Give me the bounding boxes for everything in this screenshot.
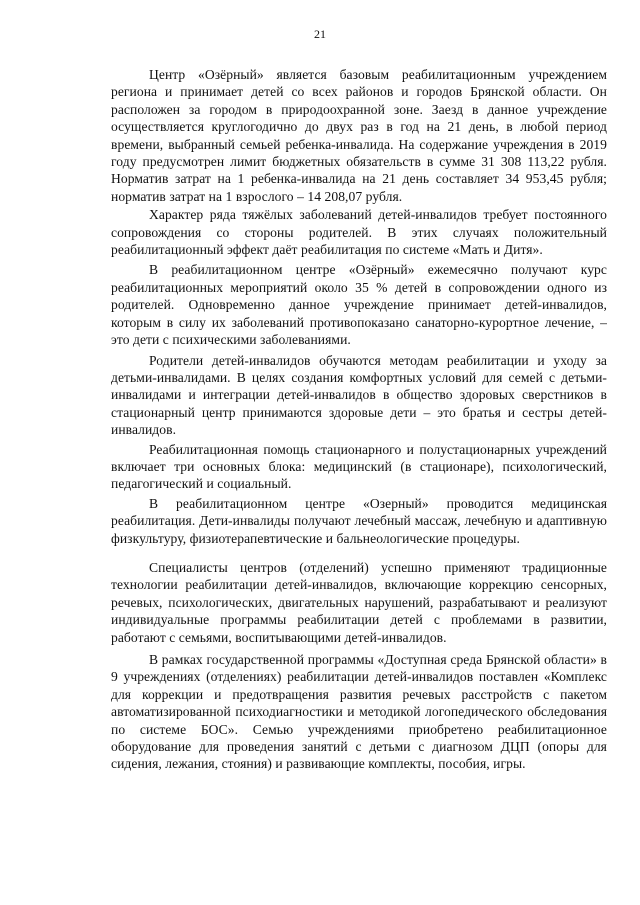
paragraph-center-ozerny-overview: Центр «Озёрный» является базовым реабилитационным учреждением региона и принимает детей со всех районов и городов Брянской области. Он расположен за городом в природоохранной зоне. Заезд в данное учреждение осуществляется круглогодично до двух раз в год на 21 день, в любой период времени, выбранный семьей ребенка-инвалида. На содержание учреждения в 2019 году предусмотрен лимит бюджетных обязательств в сумме 31 308 113,22 рубля. Норматив затрат на 1 ребенка-инвалида на 21 день составляет 34 953,45 рубля; норматив затрат на 1 взрослого – 14 208,07 рубля.	[111, 67, 607, 204]
paragraph-monthly-rehabilitation: В реабилитационном центре «Озёрный» ежемесячно получают курс реабилитационных мероприятий около 35 % детей в сопровождении одного из родителей. Одновременно данное учреждение принимает детей-инвалидов, которым в силу их заболеваний противопоказано санаторно-курортное лечение, – это дети с психическими заболеваниями.	[111, 262, 607, 348]
paragraph-parents-training: Родители детей-инвалидов обучаются методам реабилитации и уходу за детьми-инвалидами. В целях создания комфортных условий для семей с детьми-инвалидами и интеграции детей-инвалидов в общество здоровых сверстников в стационарный центр принимаются здоровые дети – это братья и сестры детей-инвалидов.	[111, 352, 607, 438]
paragraph-mother-and-child: Характер ряда тяжёлых заболеваний детей-инвалидов требует постоянного сопровождения со стороны родителей. В этих случаях положительный реабилитационный эффект даёт реабилитация по системе «Мать и Дитя».	[111, 207, 607, 258]
paragraph-medical-rehabilitation: В реабилитационном центре «Озерный» проводится медицинская реабилитация. Дети-инвалиды получают лечебный массаж, лечебную и адаптивную физкультуру, физиотерапевтические и бальнеологические процедуры.	[111, 495, 607, 546]
paragraph-specialists-technologies: Специалисты центров (отделений) успешно применяют традиционные технологии реабилитации детей-инвалидов, включающие коррекцию сенсорных, речевых, психологических, двигательных нарушений, разрабатывают и реализуют индивидуальные программы реабилитации детей с проблемами в развитии, работают с семьями, воспитывающими детей-инвалидов.	[111, 559, 607, 645]
paragraph-accessible-environment-program: В рамках государственной программы «Доступная среда Брянской области» в 9 учреждениях (отделениях) реабилитации детей-инвалидов поставлен «Комплекс для коррекции и предотвращения развития речевых расстройств с пакетом автоматизированной психодиагностики и методикой логопедического обследования по системе БОС». Семью учреждениями приобретено реабилитационное оборудование для проведения занятий с детьми с диагнозом ДЦП (опоры для сидения, лежания, стояния) и развивающие комплекты, пособия, игры.	[111, 652, 607, 772]
document-body	[111, 66, 607, 773]
paragraph-rehabilitation-blocks: Реабилитационная помощь стационарного и полустационарных учреждений включает три основных блока: медицинский (в стационаре), психологический, педагогический и социальный.	[111, 441, 607, 492]
page-number: 21	[314, 27, 326, 41]
